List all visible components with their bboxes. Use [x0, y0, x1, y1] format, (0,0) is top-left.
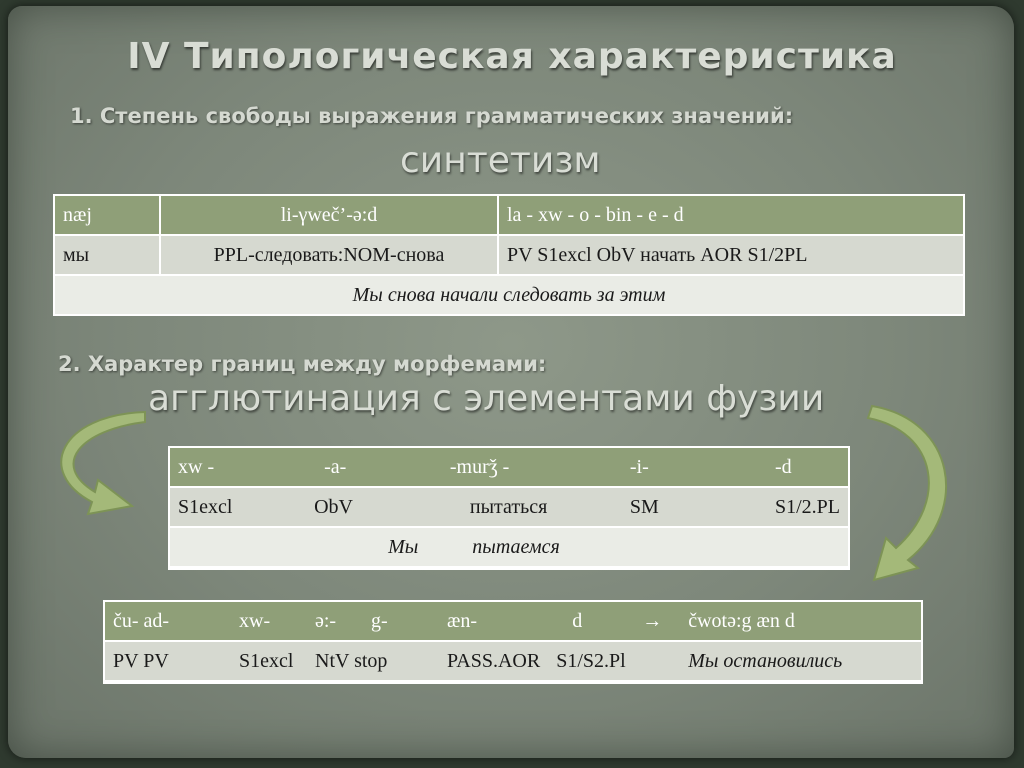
section2-heading: 2. Характер границ между морфемами: [58, 352, 547, 376]
left-curved-arrow-icon [40, 410, 180, 520]
table-cell: PPL-следовать:NOM-снова [160, 235, 498, 275]
table-cell: ču- ad- [105, 602, 231, 641]
table-cell: NtV stop [307, 641, 439, 681]
fusion-table [105, 602, 921, 682]
table-cell: -murǯ - [436, 448, 608, 487]
table-cell: -d [735, 448, 848, 487]
table-cell: li-γweč’-ə:d [160, 195, 498, 235]
table-cell: пытаться [436, 487, 608, 527]
table-cell: S1excl [231, 641, 307, 681]
table-row [54, 275, 964, 315]
table-cell: -i- [608, 448, 735, 487]
slide-title: IV Типологическая характеристика [127, 36, 897, 77]
table-cell: PASS.AOR [439, 641, 548, 681]
translation-word: Мы [388, 535, 419, 558]
table-cell: xw - [170, 448, 294, 487]
table-row [54, 195, 964, 235]
table-cell: čwotə:g æn d [680, 602, 921, 641]
table-cell: ObV [294, 487, 436, 527]
table-cell: æn- [439, 602, 548, 641]
table-row [105, 641, 921, 681]
translation-word: пытаемся [472, 535, 560, 558]
translation-cell [294, 527, 735, 567]
table-cell: ə:- [307, 602, 363, 641]
table-cell: d [548, 602, 634, 641]
table-cell: la - xw - o - bin - e - d [498, 195, 964, 235]
table-cell [735, 527, 848, 567]
table-cell: S1/2.PL [735, 487, 848, 527]
table-cell: PV PV [105, 641, 231, 681]
right-curved-arrow-icon [860, 400, 980, 590]
arrow-right-icon: → [634, 602, 680, 641]
table-cell: -a- [294, 448, 436, 487]
table-cell: næj [54, 195, 160, 235]
table-cell: g- [363, 602, 439, 641]
table-row [170, 527, 848, 567]
table-cell: S1/S2.Pl [548, 641, 680, 681]
section1-heading: 1. Степень свободы выражения грамматических значений: [70, 104, 794, 128]
table-cell: xw- [231, 602, 307, 641]
table-cell: PV S1excl ObV начать AOR S1/2PL [498, 235, 964, 275]
table-row [54, 235, 964, 275]
table-cell: S1excl [170, 487, 294, 527]
table-cell: мы [54, 235, 160, 275]
table-row [170, 487, 848, 527]
translation-cell: Мы остановились [680, 641, 921, 681]
synthetism-table [53, 194, 965, 316]
section1-term: синтетизм [400, 140, 601, 181]
agglutination-table [170, 448, 848, 568]
table-cell [170, 527, 294, 567]
section2-term: агглютинация с элементами фузии [148, 378, 825, 419]
table-row [170, 448, 848, 487]
table-row [105, 602, 921, 641]
table-cell: SM [608, 487, 735, 527]
translation-cell: Мы снова начали следовать за этим [54, 275, 964, 315]
